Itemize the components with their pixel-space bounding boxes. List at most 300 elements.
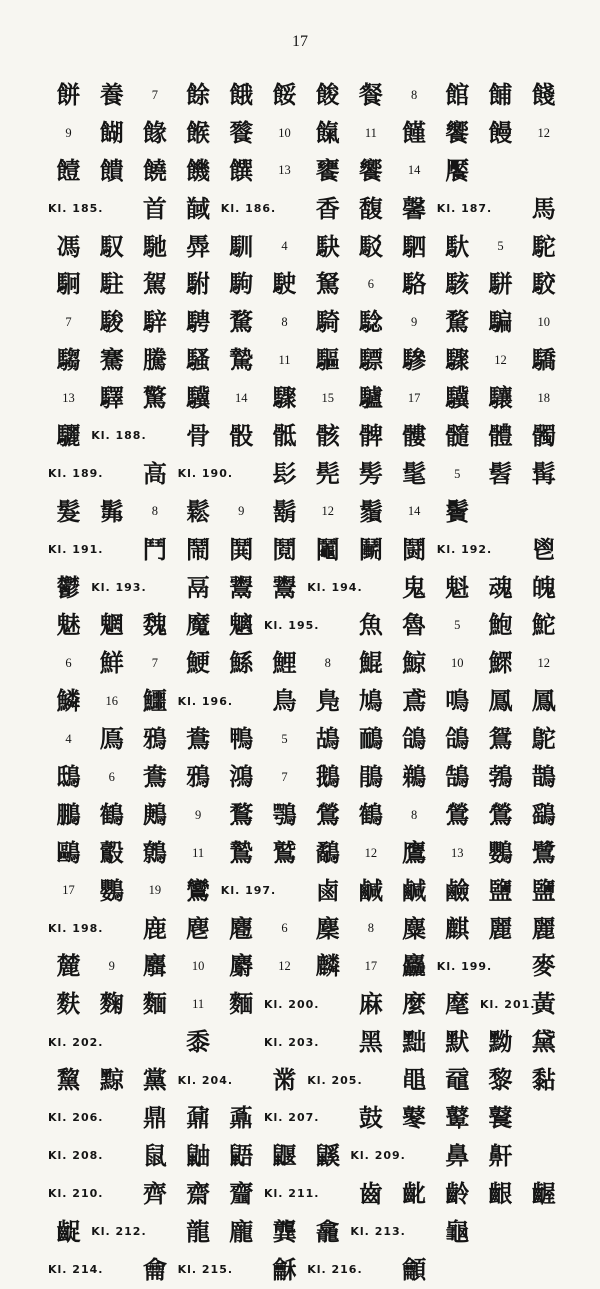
- character: 鳩: [358, 686, 383, 716]
- character: 駮: [531, 269, 556, 299]
- index-row: [48, 1251, 564, 1289]
- index-row: [48, 379, 564, 417]
- character: 饗: [358, 155, 383, 185]
- character: 鼙: [445, 1102, 470, 1132]
- character: 龠: [142, 1254, 167, 1284]
- character: 龕: [315, 1216, 340, 1246]
- radical-class-label: Kl. 196.: [177, 694, 234, 708]
- character: 鹹: [402, 875, 427, 905]
- index-row: [48, 76, 564, 114]
- character: 麝: [229, 951, 254, 981]
- stroke-count: 17: [364, 959, 378, 974]
- character: 餓: [229, 79, 254, 109]
- character: 齦: [488, 1178, 513, 1208]
- character: 駱: [402, 269, 427, 299]
- character: 駃: [315, 231, 340, 261]
- character: 駒: [229, 269, 254, 299]
- character: 高: [142, 458, 167, 488]
- character: 龜: [445, 1216, 470, 1246]
- character: 駑: [315, 269, 340, 299]
- character: 鹿: [142, 913, 167, 943]
- character: 鮀: [531, 610, 556, 640]
- character: 饔: [315, 155, 340, 185]
- character-index-grid: [48, 76, 564, 1289]
- character: 麓: [56, 951, 81, 981]
- character: 麅: [229, 913, 254, 943]
- character: 骰: [229, 420, 254, 450]
- character: 餐: [358, 79, 383, 109]
- character: 黹: [272, 1065, 297, 1095]
- stroke-count: 14: [407, 163, 421, 178]
- character: 首: [142, 193, 167, 223]
- character: 鶯: [445, 799, 470, 829]
- character: 鴉: [142, 724, 167, 754]
- stroke-count: 9: [238, 504, 245, 519]
- index-row: [48, 228, 564, 266]
- character: 鶚: [272, 799, 297, 829]
- character: 麴: [99, 989, 124, 1019]
- index-row: [48, 1023, 564, 1061]
- character: 鷹: [402, 837, 427, 867]
- stroke-count: 5: [454, 466, 461, 481]
- character: 黑: [358, 1027, 383, 1057]
- stroke-count: 17: [62, 883, 75, 898]
- character: 馳: [142, 231, 167, 261]
- character: 鸚: [488, 837, 513, 867]
- stroke-count: 8: [151, 504, 159, 519]
- radical-class-label: Kl. 193.: [91, 581, 147, 595]
- radical-class-label: Kl. 185.: [48, 202, 104, 216]
- character: 黃: [531, 989, 556, 1019]
- character: 饋: [99, 155, 124, 185]
- character: 麒: [445, 913, 470, 943]
- index-row: [48, 796, 564, 834]
- radical-class-label: Kl. 195.: [264, 618, 320, 632]
- character: 駟: [402, 231, 427, 261]
- character: 髦: [402, 458, 427, 488]
- character: 鬱: [56, 572, 81, 602]
- character: 魑: [229, 610, 254, 640]
- character: 鬨: [229, 534, 254, 564]
- character: 鴻: [229, 761, 254, 791]
- character: 駭: [445, 269, 470, 299]
- character: 鳶: [402, 686, 427, 716]
- index-row: [48, 455, 564, 493]
- stroke-count: 11: [192, 845, 205, 860]
- character: 騶: [56, 345, 81, 375]
- character: 鬮: [315, 534, 340, 564]
- character: 馥: [358, 193, 383, 223]
- character: 騺: [229, 345, 254, 375]
- character: 鴉: [186, 761, 211, 791]
- character: 鶊: [142, 799, 167, 829]
- character: 齒: [358, 1178, 383, 1208]
- radical-class-label: Kl. 216.: [307, 1263, 363, 1277]
- stroke-count: 12: [321, 504, 334, 519]
- index-row: [48, 872, 564, 910]
- character: 騷: [186, 345, 211, 375]
- stroke-count: 11: [364, 125, 377, 140]
- radical-class-label: Kl. 205.: [307, 1073, 363, 1087]
- character: 髓: [445, 420, 470, 450]
- character: 館: [445, 79, 470, 109]
- stroke-count: 12: [537, 656, 550, 671]
- character: 餞: [531, 79, 556, 109]
- character: 鷲: [272, 837, 297, 867]
- character: 龔: [272, 1216, 297, 1246]
- character: 鮑: [488, 610, 513, 640]
- character: 鵜: [402, 761, 427, 791]
- radical-class-label: Kl. 198.: [48, 922, 104, 936]
- stroke-count: 12: [494, 352, 507, 367]
- character: 養: [99, 79, 124, 109]
- character: 馘: [186, 193, 211, 223]
- character: 驟: [445, 345, 470, 375]
- character: 髟: [272, 458, 297, 488]
- stroke-count: 12: [537, 125, 550, 140]
- character: 鯉: [272, 648, 297, 678]
- index-row: [48, 682, 564, 720]
- character: 饌: [229, 155, 254, 185]
- character: 麩: [56, 989, 81, 1019]
- character: 鬍: [272, 496, 297, 526]
- character: 鵝: [315, 761, 340, 791]
- character: 鼻: [445, 1140, 470, 1170]
- stroke-count: 11: [192, 997, 205, 1012]
- character: 黛: [531, 1027, 556, 1057]
- stroke-count: 18: [537, 390, 550, 405]
- character: 魏: [142, 610, 167, 640]
- stroke-count: 6: [281, 921, 288, 936]
- character: 鶯: [488, 799, 513, 829]
- character: 麀: [186, 913, 211, 943]
- character: 麗: [488, 913, 513, 943]
- character: 驢: [358, 383, 383, 413]
- stroke-count: 6: [65, 656, 72, 671]
- character: 黿: [445, 1065, 470, 1095]
- character: 齷: [531, 1178, 556, 1208]
- radical-class-label: Kl. 201.: [480, 997, 536, 1011]
- character: 驤: [488, 383, 513, 413]
- stroke-count: 19: [148, 883, 162, 898]
- radical-class-label: Kl. 209.: [350, 1149, 406, 1163]
- stroke-count: 5: [281, 731, 288, 746]
- character: 麇: [315, 913, 340, 943]
- character: 鷇: [99, 837, 124, 867]
- character: 騖: [229, 307, 254, 337]
- index-row: [48, 265, 564, 303]
- character: 麻: [358, 989, 383, 1019]
- character: 鯀: [229, 648, 254, 678]
- character: 餒: [272, 79, 297, 109]
- radical-class-label: Kl. 212.: [91, 1225, 147, 1239]
- character: 饑: [186, 155, 211, 185]
- index-row: [48, 1099, 564, 1137]
- character: 餘: [186, 79, 211, 109]
- character: 鼒: [229, 1102, 254, 1132]
- index-row: [48, 606, 564, 644]
- character: 鳳: [531, 686, 556, 716]
- radical-class-label: Kl. 189.: [48, 467, 104, 481]
- character: 驛: [99, 383, 124, 413]
- character: 鬧: [186, 534, 211, 564]
- character: 饜: [445, 155, 470, 185]
- radical-class-label: Kl. 200.: [264, 997, 320, 1011]
- radical-class-label: Kl. 188.: [91, 429, 147, 443]
- character: 龥: [402, 1254, 427, 1284]
- character: 驅: [315, 345, 340, 375]
- character: 鵓: [488, 761, 513, 791]
- character: 鼴: [272, 1140, 297, 1170]
- character: 鵑: [358, 761, 383, 791]
- character: 鬲: [186, 572, 211, 602]
- index-row: [48, 493, 564, 531]
- character: 麼: [402, 989, 427, 1019]
- character: 饉: [402, 117, 427, 147]
- stroke-count: 8: [281, 315, 288, 330]
- stroke-count: 7: [65, 315, 72, 330]
- character: 髑: [531, 420, 556, 450]
- character: 鵬: [56, 799, 81, 829]
- stroke-count: 8: [410, 807, 418, 822]
- radical-class-label: Kl. 206.: [48, 1111, 104, 1125]
- radical-class-label: Kl. 204.: [177, 1073, 234, 1087]
- character: 魅: [56, 610, 81, 640]
- radical-class-label: Kl. 191.: [48, 543, 104, 557]
- character: 黝: [488, 1027, 513, 1057]
- stroke-count: 10: [191, 959, 205, 974]
- character: 髣: [358, 458, 383, 488]
- character: 黧: [56, 1065, 81, 1095]
- radical-class-label: Kl. 187.: [436, 202, 493, 216]
- character: 髀: [358, 420, 383, 450]
- character: 騙: [488, 307, 513, 337]
- character: 鵠: [445, 761, 470, 791]
- character: 鳴: [445, 686, 470, 716]
- character: 鬚: [358, 496, 383, 526]
- character: 餅: [56, 79, 81, 109]
- character: 鷯: [142, 837, 167, 867]
- radical-class-label: Kl. 214.: [48, 1263, 104, 1277]
- character: 齡: [445, 1178, 470, 1208]
- character: 鼚: [488, 1102, 513, 1132]
- character: 麋: [402, 913, 427, 943]
- character: 鴿: [402, 724, 427, 754]
- page-number: 17: [292, 33, 308, 50]
- character: 驚: [142, 383, 167, 413]
- character: 馨: [402, 193, 427, 223]
- character: 鴛: [488, 724, 513, 754]
- character: 餱: [186, 117, 211, 147]
- character: 駝: [531, 231, 556, 261]
- character: 黎: [488, 1065, 513, 1095]
- radical-class-label: Kl. 215.: [177, 1263, 234, 1277]
- stroke-count: 7: [281, 769, 288, 784]
- character: 黨: [142, 1065, 167, 1095]
- character: 驪: [56, 420, 81, 450]
- stroke-count: 17: [407, 390, 421, 405]
- character: 驥: [186, 383, 211, 413]
- character: 鸚: [99, 875, 124, 905]
- character: 鼾: [488, 1140, 513, 1170]
- character: 黏: [531, 1065, 556, 1095]
- stroke-count: 8: [367, 921, 375, 936]
- character: 魂: [488, 572, 513, 602]
- index-row: [48, 114, 564, 152]
- character: 鷸: [315, 837, 340, 867]
- character: 鷂: [531, 799, 556, 829]
- stroke-count: 6: [367, 277, 375, 292]
- stroke-count: 5: [497, 239, 504, 254]
- radical-class-label: Kl. 207.: [264, 1111, 320, 1125]
- character: 鬩: [272, 534, 297, 564]
- character: 餕: [315, 79, 340, 109]
- character: 鼕: [402, 1102, 427, 1132]
- character: 麥: [531, 951, 556, 981]
- character: 鹵: [315, 875, 340, 905]
- character: 齊: [142, 1178, 167, 1208]
- character: 髏: [402, 420, 427, 450]
- character: 鬭: [358, 534, 383, 564]
- index-row: [48, 1137, 564, 1175]
- character: 餯: [142, 117, 167, 147]
- character: 鬢: [445, 496, 470, 526]
- character: 饅: [488, 117, 513, 147]
- character: 髡: [315, 458, 340, 488]
- radical-class-label: Kl. 199.: [436, 959, 493, 973]
- character: 馮: [56, 231, 81, 261]
- character: 鶩: [229, 799, 254, 829]
- index-row: [48, 341, 564, 379]
- character: 鼎: [142, 1102, 167, 1132]
- character: 鱷: [142, 686, 167, 716]
- character: 麤: [402, 951, 427, 981]
- character: 鬥: [142, 534, 167, 564]
- index-row: [48, 303, 564, 341]
- stroke-count: 13: [278, 163, 291, 178]
- character: 默: [445, 1027, 470, 1057]
- character: 鴿: [445, 724, 470, 754]
- index-row: [48, 1175, 564, 1213]
- character: 馭: [99, 231, 124, 261]
- radical-class-label: Kl. 211.: [264, 1187, 320, 1201]
- character: 鷙: [229, 837, 254, 867]
- character: 鶴: [358, 799, 383, 829]
- character: 黍: [186, 1027, 211, 1057]
- index-row: [48, 1061, 564, 1099]
- character: 齏: [229, 1178, 254, 1208]
- character: 鬻: [272, 572, 297, 602]
- character: 鴦: [186, 724, 211, 754]
- character: 髴: [99, 496, 124, 526]
- character: 鷺: [531, 837, 556, 867]
- index-row: [48, 644, 564, 682]
- stroke-count: 14: [407, 504, 421, 519]
- character: 鵲: [531, 761, 556, 791]
- character: 鬆: [186, 496, 211, 526]
- index-row: [48, 531, 564, 569]
- index-row: [48, 947, 564, 985]
- index-row: [48, 910, 564, 948]
- character: 驃: [358, 345, 383, 375]
- character: 鶴: [99, 799, 124, 829]
- character: 騫: [99, 345, 124, 375]
- stroke-count: 12: [278, 959, 291, 974]
- character: 鯤: [358, 648, 383, 678]
- character: 骸: [315, 420, 340, 450]
- stroke-count: 10: [278, 125, 291, 140]
- character: 馱: [445, 231, 470, 261]
- character: 餮: [229, 117, 254, 147]
- stroke-count: 11: [278, 352, 291, 367]
- character: 鴟: [56, 761, 81, 791]
- character: 騂: [142, 307, 167, 337]
- character: 餬: [99, 117, 124, 147]
- character: 體: [488, 420, 513, 450]
- stroke-count: 10: [537, 315, 550, 330]
- stroke-count: 8: [410, 87, 418, 102]
- stroke-count: 9: [108, 959, 115, 974]
- character: 驕: [531, 345, 556, 375]
- character: 龐: [229, 1216, 254, 1246]
- character: 駉: [56, 269, 81, 299]
- character: 鴕: [531, 724, 556, 754]
- character: 騐: [358, 307, 383, 337]
- character: 鹽: [531, 875, 556, 905]
- stroke-count: 10: [451, 656, 464, 671]
- character: 麛: [142, 951, 167, 981]
- character: 騖: [445, 307, 470, 337]
- character: 鬼: [402, 572, 427, 602]
- stroke-count: 13: [62, 390, 75, 405]
- character: 魍: [99, 610, 124, 640]
- character: 香: [315, 193, 340, 223]
- character: 鯁: [186, 648, 211, 678]
- character: 騰: [142, 345, 167, 375]
- index-row: [48, 569, 564, 607]
- character: 麵: [142, 989, 167, 1019]
- character: 鼬: [186, 1140, 211, 1170]
- index-row: [48, 417, 564, 455]
- character: 龍: [186, 1216, 211, 1246]
- character: 鶯: [315, 799, 340, 829]
- character: 魄: [531, 572, 556, 602]
- radical-class-label: Kl. 210.: [48, 1187, 104, 1201]
- character: 髮: [56, 496, 81, 526]
- character: 骶: [272, 420, 297, 450]
- character: 鹽: [488, 875, 513, 905]
- character: 駐: [99, 269, 124, 299]
- index-row: [48, 720, 564, 758]
- radical-class-label: Kl. 194.: [307, 581, 363, 595]
- character: 驟: [272, 383, 297, 413]
- character: 饗: [445, 117, 470, 147]
- character: 鳫: [99, 724, 124, 754]
- character: 鬯: [531, 534, 556, 564]
- character: 饐: [56, 155, 81, 185]
- character: 駕: [142, 269, 167, 299]
- index-row: [48, 985, 564, 1023]
- character: 鼓: [358, 1102, 383, 1132]
- character: 麵: [229, 989, 254, 1019]
- stroke-count: 12: [364, 845, 378, 860]
- index-row: [48, 834, 564, 872]
- character: 鼐: [186, 1102, 211, 1132]
- character: 齋: [186, 1178, 211, 1208]
- index-row: [48, 1213, 564, 1251]
- character: 鷗: [56, 837, 81, 867]
- character: 餔: [488, 79, 513, 109]
